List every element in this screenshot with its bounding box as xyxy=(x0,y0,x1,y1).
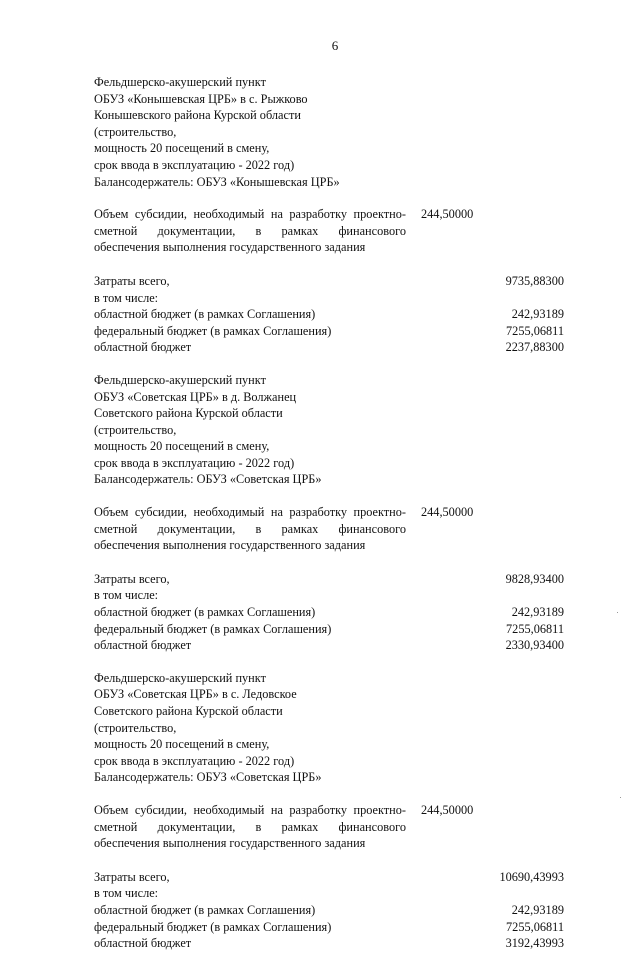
cost-item-row xyxy=(94,339,564,356)
cost-item-label: областной бюджет xyxy=(94,340,192,355)
cost-including-row xyxy=(94,885,564,902)
facility-section xyxy=(94,74,564,356)
cost-total-value: 9828,93400 xyxy=(505,571,564,586)
costs-table xyxy=(94,869,564,952)
subsidy-paragraph xyxy=(94,504,564,554)
facility-line: (строительство, xyxy=(94,124,177,139)
facility-section xyxy=(94,372,564,654)
cost-item-label: областной бюджет (в рамках Соглашения) xyxy=(94,902,316,917)
facility-line: Балансодержатель: ОБУЗ «Конышевская ЦРБ» xyxy=(94,174,340,189)
cost-including-label: в том числе: xyxy=(94,588,159,603)
cost-total-value: 10690,43993 xyxy=(499,869,564,884)
facility-line: ОБУЗ «Советская ЦРБ» в с. Ледовское xyxy=(94,687,297,702)
subsidy-value: 244,50000 xyxy=(421,802,474,817)
facility-line: Балансодержатель: ОБУЗ «Советская ЦРБ» xyxy=(94,770,322,785)
scan-speck xyxy=(620,797,621,798)
scan-speck xyxy=(617,612,618,613)
facility-line: Фельдшерско-акушерский пункт xyxy=(94,75,266,89)
cost-item-row xyxy=(94,935,564,952)
facility-description xyxy=(94,74,564,190)
cost-item-label: федеральный бюджет (в рамках Соглашения) xyxy=(94,323,332,338)
facility-line: Советского района Курской области xyxy=(94,704,283,718)
cost-item-row xyxy=(94,323,564,340)
facility-line: (строительство, xyxy=(94,422,177,437)
facility-line: ОБУЗ «Советская ЦРБ» в д. Волжанец xyxy=(94,389,297,404)
cost-item-value: 242,93189 xyxy=(511,307,564,322)
cost-item-label: областной бюджет xyxy=(94,638,192,653)
page-number: 6 xyxy=(331,38,339,53)
facility-section xyxy=(94,670,564,952)
cost-item-value: 7255,06811 xyxy=(506,323,564,338)
cost-including-label: в том числе: xyxy=(94,886,159,901)
cost-item-label: федеральный бюджет (в рамках Соглашения) xyxy=(94,621,332,636)
facility-line: ОБУЗ «Конышевская ЦРБ» в с. Рыжково xyxy=(94,91,308,106)
subsidy-paragraph xyxy=(94,802,564,852)
cost-item-value: 7255,06811 xyxy=(506,621,564,636)
cost-item-label: федеральный бюджет (в рамках Соглашения) xyxy=(94,919,332,934)
cost-total-label: Затраты всего, xyxy=(94,869,170,884)
facility-line: (строительство, xyxy=(94,720,177,735)
facility-line: Балансодержатель: ОБУЗ «Советская ЦРБ» xyxy=(94,472,322,487)
facility-line: Фельдшерско-акушерский пункт xyxy=(94,372,266,387)
cost-item-row xyxy=(94,637,564,654)
facility-line: срок ввода в эксплуатацию - 2022 год) xyxy=(94,753,295,768)
cost-item-row xyxy=(94,604,564,621)
subsidy-value: 244,50000 xyxy=(421,207,474,222)
subsidy-text: Объем субсидии, необходимый на разработку проектно-сметной документации, в рамках финансового обеспечения выполнения государственного задания xyxy=(94,207,406,255)
facility-line: мощность 20 посещений в смену, xyxy=(94,439,270,454)
costs-table xyxy=(94,571,564,654)
subsidy-text: Объем субсидии, необходимый на разработку проектно-сметной документации, в рамках финансового обеспечения выполнения государственного задания xyxy=(94,505,406,553)
facility-line: срок ввода в эксплуатацию - 2022 год) xyxy=(94,455,295,470)
subsidy-paragraph xyxy=(94,206,564,256)
cost-including-row xyxy=(94,290,564,307)
cost-item-value: 242,93189 xyxy=(511,902,564,917)
cost-total-row xyxy=(94,571,564,588)
facility-description xyxy=(94,372,564,488)
document-body xyxy=(94,74,564,968)
cost-total-row xyxy=(94,273,564,290)
cost-total-row xyxy=(94,869,564,886)
facility-line: Конышевского района Курской области xyxy=(94,108,301,123)
cost-including-row xyxy=(94,587,564,604)
costs-table xyxy=(94,273,564,356)
cost-item-row xyxy=(94,902,564,919)
cost-item-row xyxy=(94,621,564,638)
cost-total-label: Затраты всего, xyxy=(94,273,170,288)
facility-line: мощность 20 посещений в смену, xyxy=(94,141,270,156)
cost-total-value: 9735,88300 xyxy=(505,273,564,288)
cost-including-label: в том числе: xyxy=(94,290,159,305)
subsidy-text: Объем субсидии, необходимый на разработку проектно-сметной документации, в рамках финансового обеспечения выполнения государственного задания xyxy=(94,802,406,851)
facility-line: срок ввода в эксплуатацию - 2022 год) xyxy=(94,157,295,172)
cost-item-value: 3192,43993 xyxy=(505,936,564,951)
cost-item-label: областной бюджет xyxy=(94,936,192,951)
facility-line: Фельдшерско-акушерский пункт xyxy=(94,670,266,685)
cost-item-label: областной бюджет (в рамках Соглашения) xyxy=(94,307,316,322)
cost-item-value: 2237,88300 xyxy=(505,340,564,355)
cost-item-row xyxy=(94,306,564,323)
cost-item-value: 2330,93400 xyxy=(505,638,564,653)
cost-item-value: 7255,06811 xyxy=(506,919,564,934)
cost-item-row xyxy=(94,919,564,936)
cost-item-label: областной бюджет (в рамках Соглашения) xyxy=(94,605,316,620)
cost-total-label: Затраты всего, xyxy=(94,571,170,586)
subsidy-value: 244,50000 xyxy=(421,505,474,520)
facility-description xyxy=(94,670,564,786)
cost-item-value: 242,93189 xyxy=(511,605,564,620)
facility-line: мощность 20 посещений в смену, xyxy=(94,737,270,752)
facility-line: Советского района Курской области xyxy=(94,406,283,421)
